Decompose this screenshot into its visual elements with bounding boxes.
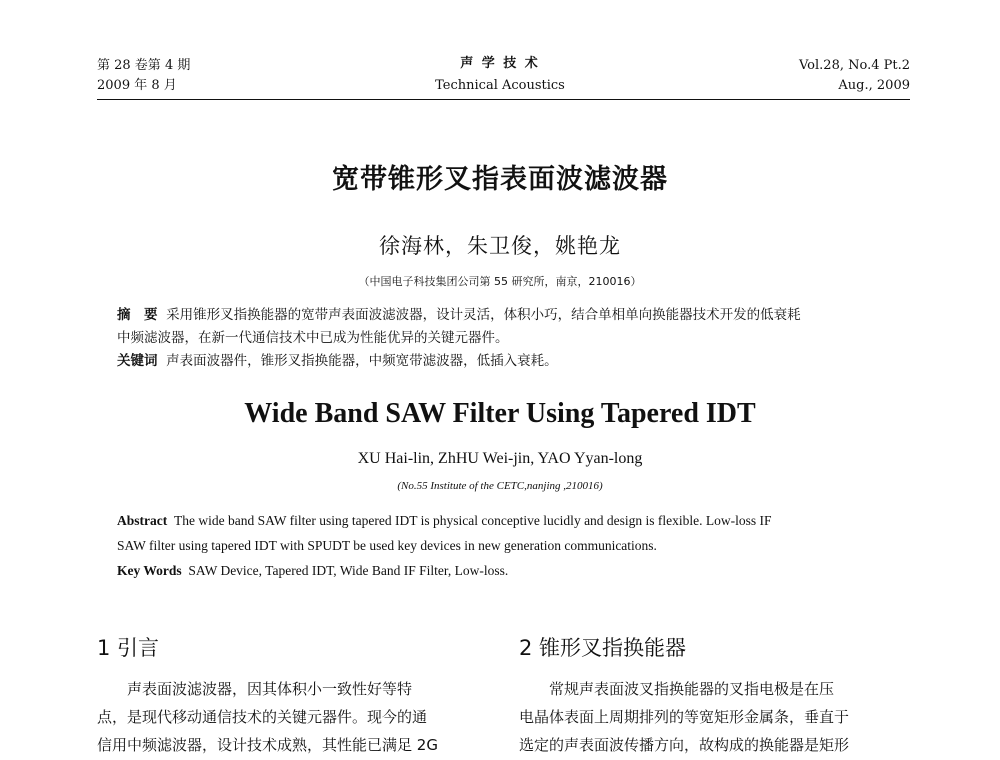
journal-name-cn: 声 学 技 术 <box>460 56 540 71</box>
section-1-heading: 1 引言 <box>97 636 160 660</box>
header-rule <box>97 99 910 100</box>
abstract-en-line1: The wide band SAW filter using tapered IDT is physical conceptive lucidly and design is flexible. Low-loss IF <box>174 513 772 528</box>
paper-title-cn: 宽带锥形叉指表面波滤波器 <box>332 164 668 195</box>
keywords-label-en: Key Words <box>117 563 182 578</box>
paper-title-en: Wide Band SAW Filter Using Tapered IDT <box>244 398 756 429</box>
journal-date: 2009 年 8 月 <box>97 78 177 93</box>
authors-cn: 徐海林，朱卫俊，姚艳龙 <box>379 234 621 258</box>
affiliation-en: (No.55 Institute of the CETC,nanjing ,210016) <box>397 480 603 492</box>
section-2-body <box>519 675 911 759</box>
section-2-heading: 2 锥形叉指换能器 <box>519 636 687 660</box>
section-1-line2: 点，是现代移动通信技术的关键元器件。现今的通 <box>97 708 428 726</box>
abstract-label-en: Abstract <box>117 513 168 528</box>
keywords-en: SAW Device, Tapered IDT, Wide Band IF Filter, Low-loss. <box>188 563 509 578</box>
section-2-line1: 常规声表面波叉指换能器的叉指电极是在压 <box>519 680 835 698</box>
section-2-line2: 电晶体表面上周期排列的等宽矩形金属条，垂直于 <box>519 708 850 726</box>
journal-name-en: Technical Acoustics <box>435 78 565 93</box>
section-1-body <box>97 675 489 759</box>
abstract-cn <box>117 304 917 373</box>
abstract-label-cn: 摘 要 <box>117 307 158 323</box>
affiliation-cn: （中国电子科技集团公司第 55 研究所，南京，210016） <box>358 275 642 288</box>
section-1-line1: 声表面波滤波器，因其体积小一致性好等特 <box>97 680 413 698</box>
keywords-label-cn: 关键词 <box>117 353 158 369</box>
abstract-en <box>117 508 917 583</box>
abstract-cn-line1: 采用锥形叉指换能器的宽带声表面波滤波器，设计灵活，体积小巧，结合单相单向换能器技术开发的低衰耗 <box>166 307 801 323</box>
section-2-line3: 选定的声表面波传播方向，故构成的换能器是矩形 <box>519 736 850 754</box>
keywords-cn: 声表面波器件，锥形叉指换能器，中频宽带滤波器，低插入衰耗。 <box>166 353 558 369</box>
abstract-en-line2: SAW filter using tapered IDT with SPUDT be used key devices in new generation communications. <box>117 538 657 553</box>
authors-en: XU Hai-lin, ZhHU Wei-jin, YAO Yyan-long <box>357 450 643 467</box>
journal-volume: 第 28 卷第 4 期 <box>97 58 191 73</box>
journal-date-en: Aug., 2009 <box>838 78 910 93</box>
section-1-line3: 信用中频滤波器，设计技术成熟，其性能已满足 2G <box>97 736 438 754</box>
journal-volume-en: Vol.28, No.4 Pt.2 <box>798 58 910 73</box>
abstract-cn-line2: 中频滤波器，在新一代通信技术中已成为性能优异的关键元器件。 <box>117 330 509 346</box>
